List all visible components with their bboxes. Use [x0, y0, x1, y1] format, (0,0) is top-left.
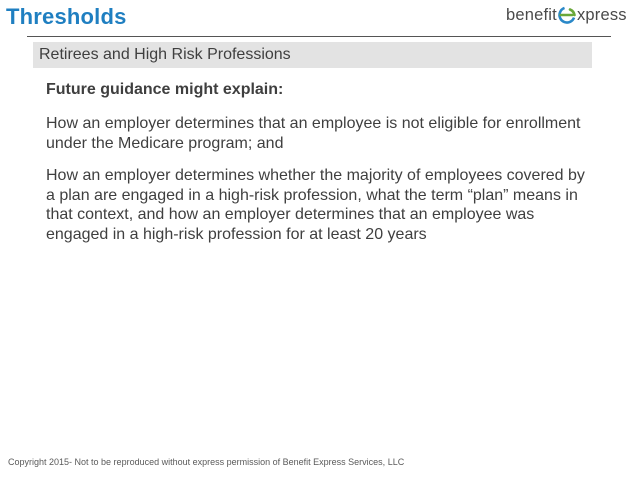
benefit-express-e-logo-icon: [557, 5, 577, 25]
benefit-express-logo: [506, 4, 627, 26]
content-heading: Future guidance might explain:: [46, 81, 284, 98]
paragraph-medicare-eligibility: How an employer determines that an employee is not eligible for enrollment under the Medicare program; and: [46, 115, 581, 152]
logo-text-suffix: xpress: [576, 5, 627, 24]
header-divider: [27, 36, 611, 37]
section-bar: [33, 42, 592, 68]
section-label: Retirees and High Risk Professions: [39, 46, 291, 63]
slide-title: Thresholds: [6, 4, 127, 29]
copyright-footer: Copyright 2015- Not to be reproduced without express permission of Benefit Express Services, LLC: [8, 457, 405, 467]
logo-text-prefix: benefit: [506, 5, 557, 24]
slide-content: [46, 80, 591, 257]
paragraph-high-risk-profession: How an employer determines whether the majority of employees covered by a plan are engaged in a high-risk profession, what the term “plan” means in that context, and how an employer determines that an employee was engaged in a high-risk profession for at least 20 years: [46, 167, 585, 243]
